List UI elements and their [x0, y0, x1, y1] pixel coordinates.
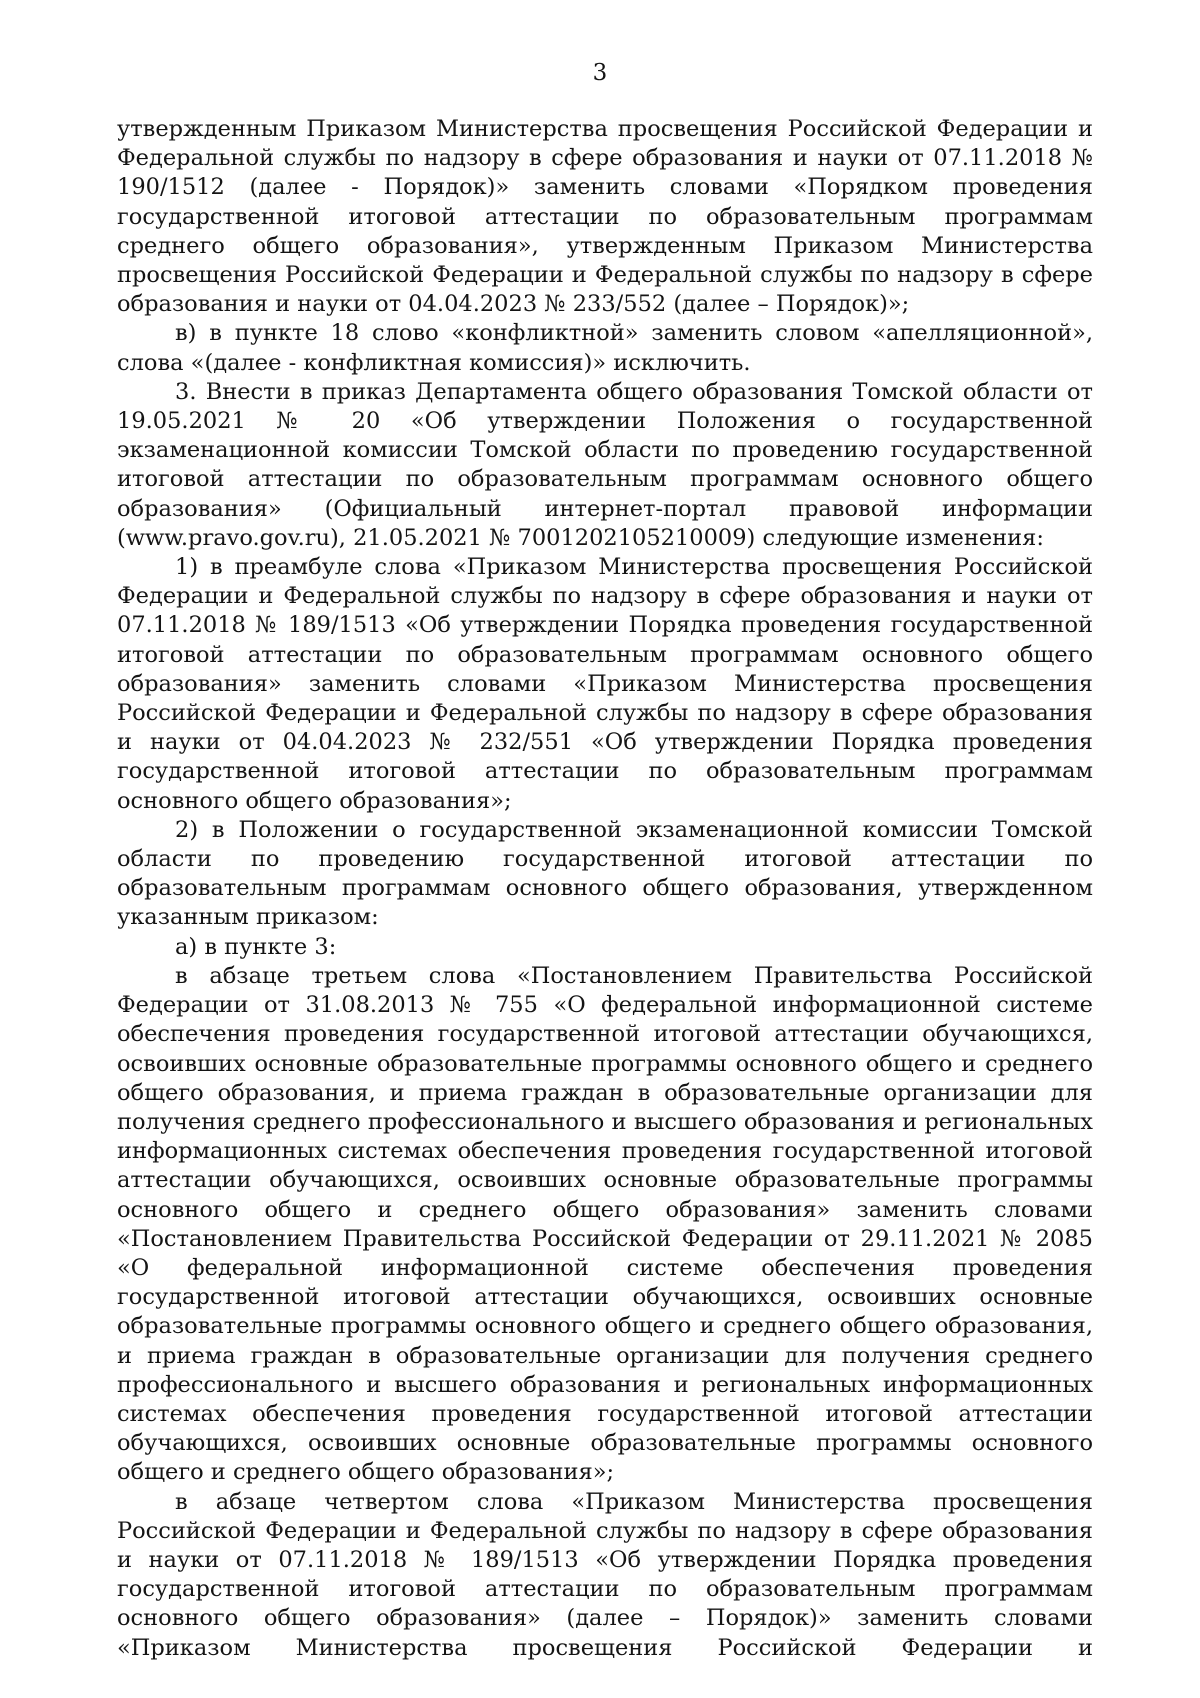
paragraph-abzac-4: в абзаце четвертом слова «Приказом Министерства просвещения Российской Федерации и Федеральной службы по надзору в сфере образования и науки от 07.11.2018 № 189/1513 «Об утверждении Порядка проведения государственной итоговой аттестации по образовательным программам основного общего образования» (далее – Порядок)» заменить словами «Приказом Министерства просвещения Российской Федерации и [117, 1488, 1093, 1661]
page-number: 3 [592, 60, 608, 86]
paragraph-subitem-1: 1) в преамбуле слова «Приказом Министерства просвещения Российской Федерации и Федеральной службы по надзору в сфере образования и науки от 07.11.2018 № 189/1513 «Об утверждении Порядка проведения государственной итоговой аттестации по образовательным программам основного общего образования» заменить словами «Приказом Министерства просвещения Российской Федерации и Федеральной службы по надзору в сфере образования и науки от 04.04.2023 № 232/551 «Об утверждении Порядка проведения государственной итоговой аттестации по образовательным программам основного общего образования»; [117, 554, 1093, 814]
paragraph-item-v-18: в) в пункте 18 слово «конфликтной» заменить словом «апелляционной», слова «(далее - конфликтная комиссия)» исключить. [117, 320, 1093, 376]
paragraph-subitem-a: а) в пункте 3: [175, 933, 337, 960]
document-body [117, 115, 1093, 1663]
paragraph-item-3: 3. Внести в приказ Департамента общего образования Томской области от 19.05.2021 № 20 «Об утверждении Положения о государственной экзаменационной комиссии Томской области по проведению государственной итоговой аттестации по образовательным программам основного общего образования» (Официальный интернет-портал правовой информации (www.pravo.gov.ru), 21.05.2021 № 7001202105210009) следующие изменения: [117, 378, 1093, 551]
paragraph-abzac-3: в абзаце третьем слова «Постановлением Правительства Российской Федерации от 31.08.2013 № 755 «О федеральной информационной системе обеспечения проведения государственной итоговой аттестации обучающихся, освоивших основные образовательные программы основного общего и среднего общего образования, и приема граждан в образовательные организации для получения среднего профессионального и высшего образования и региональных информационных системах обеспечения проведения государственной итоговой аттестации обучающихся, освоивших основные образовательные программы основного общего и среднего общего образования» заменить словами «Постановлением Правительства Российской Федерации от 29.11.2021 № 2085 «О федеральной информационной системе обеспечения проведения государственной итоговой аттестации обучающихся, освоивших основные образовательные программы основного общего и среднего общего образования, и приема граждан в образовательные организации для получения среднего профессионального и высшего образования и региональных информационных системах обеспечения проведения государственной итоговой аттестации обучающихся, освоивших основные образовательные программы основного общего и среднего общего образования»; [117, 962, 1093, 1486]
paragraph-subitem-2: 2) в Положении о государственной экзаменационной комиссии Томской области по проведению государственной итоговой аттестации по образовательным программам основного общего образования, утвержденном указанным приказом: [117, 816, 1093, 931]
paragraph-continuation: утвержденным Приказом Министерства просвещения Российской Федерации и Федеральной службы по надзору в сфере образования и науки от 07.11.2018 № 190/1512 (далее - Порядок)» заменить словами «Порядком проведения государственной итоговой аттестации по образовательным программам среднего общего образования», утвержденным Приказом Министерства просвещения Российской Федерации и Федеральной службы по надзору в сфере образования и науки от 04.04.2023 № 233/552 (далее – Порядок)»; [117, 116, 1093, 318]
